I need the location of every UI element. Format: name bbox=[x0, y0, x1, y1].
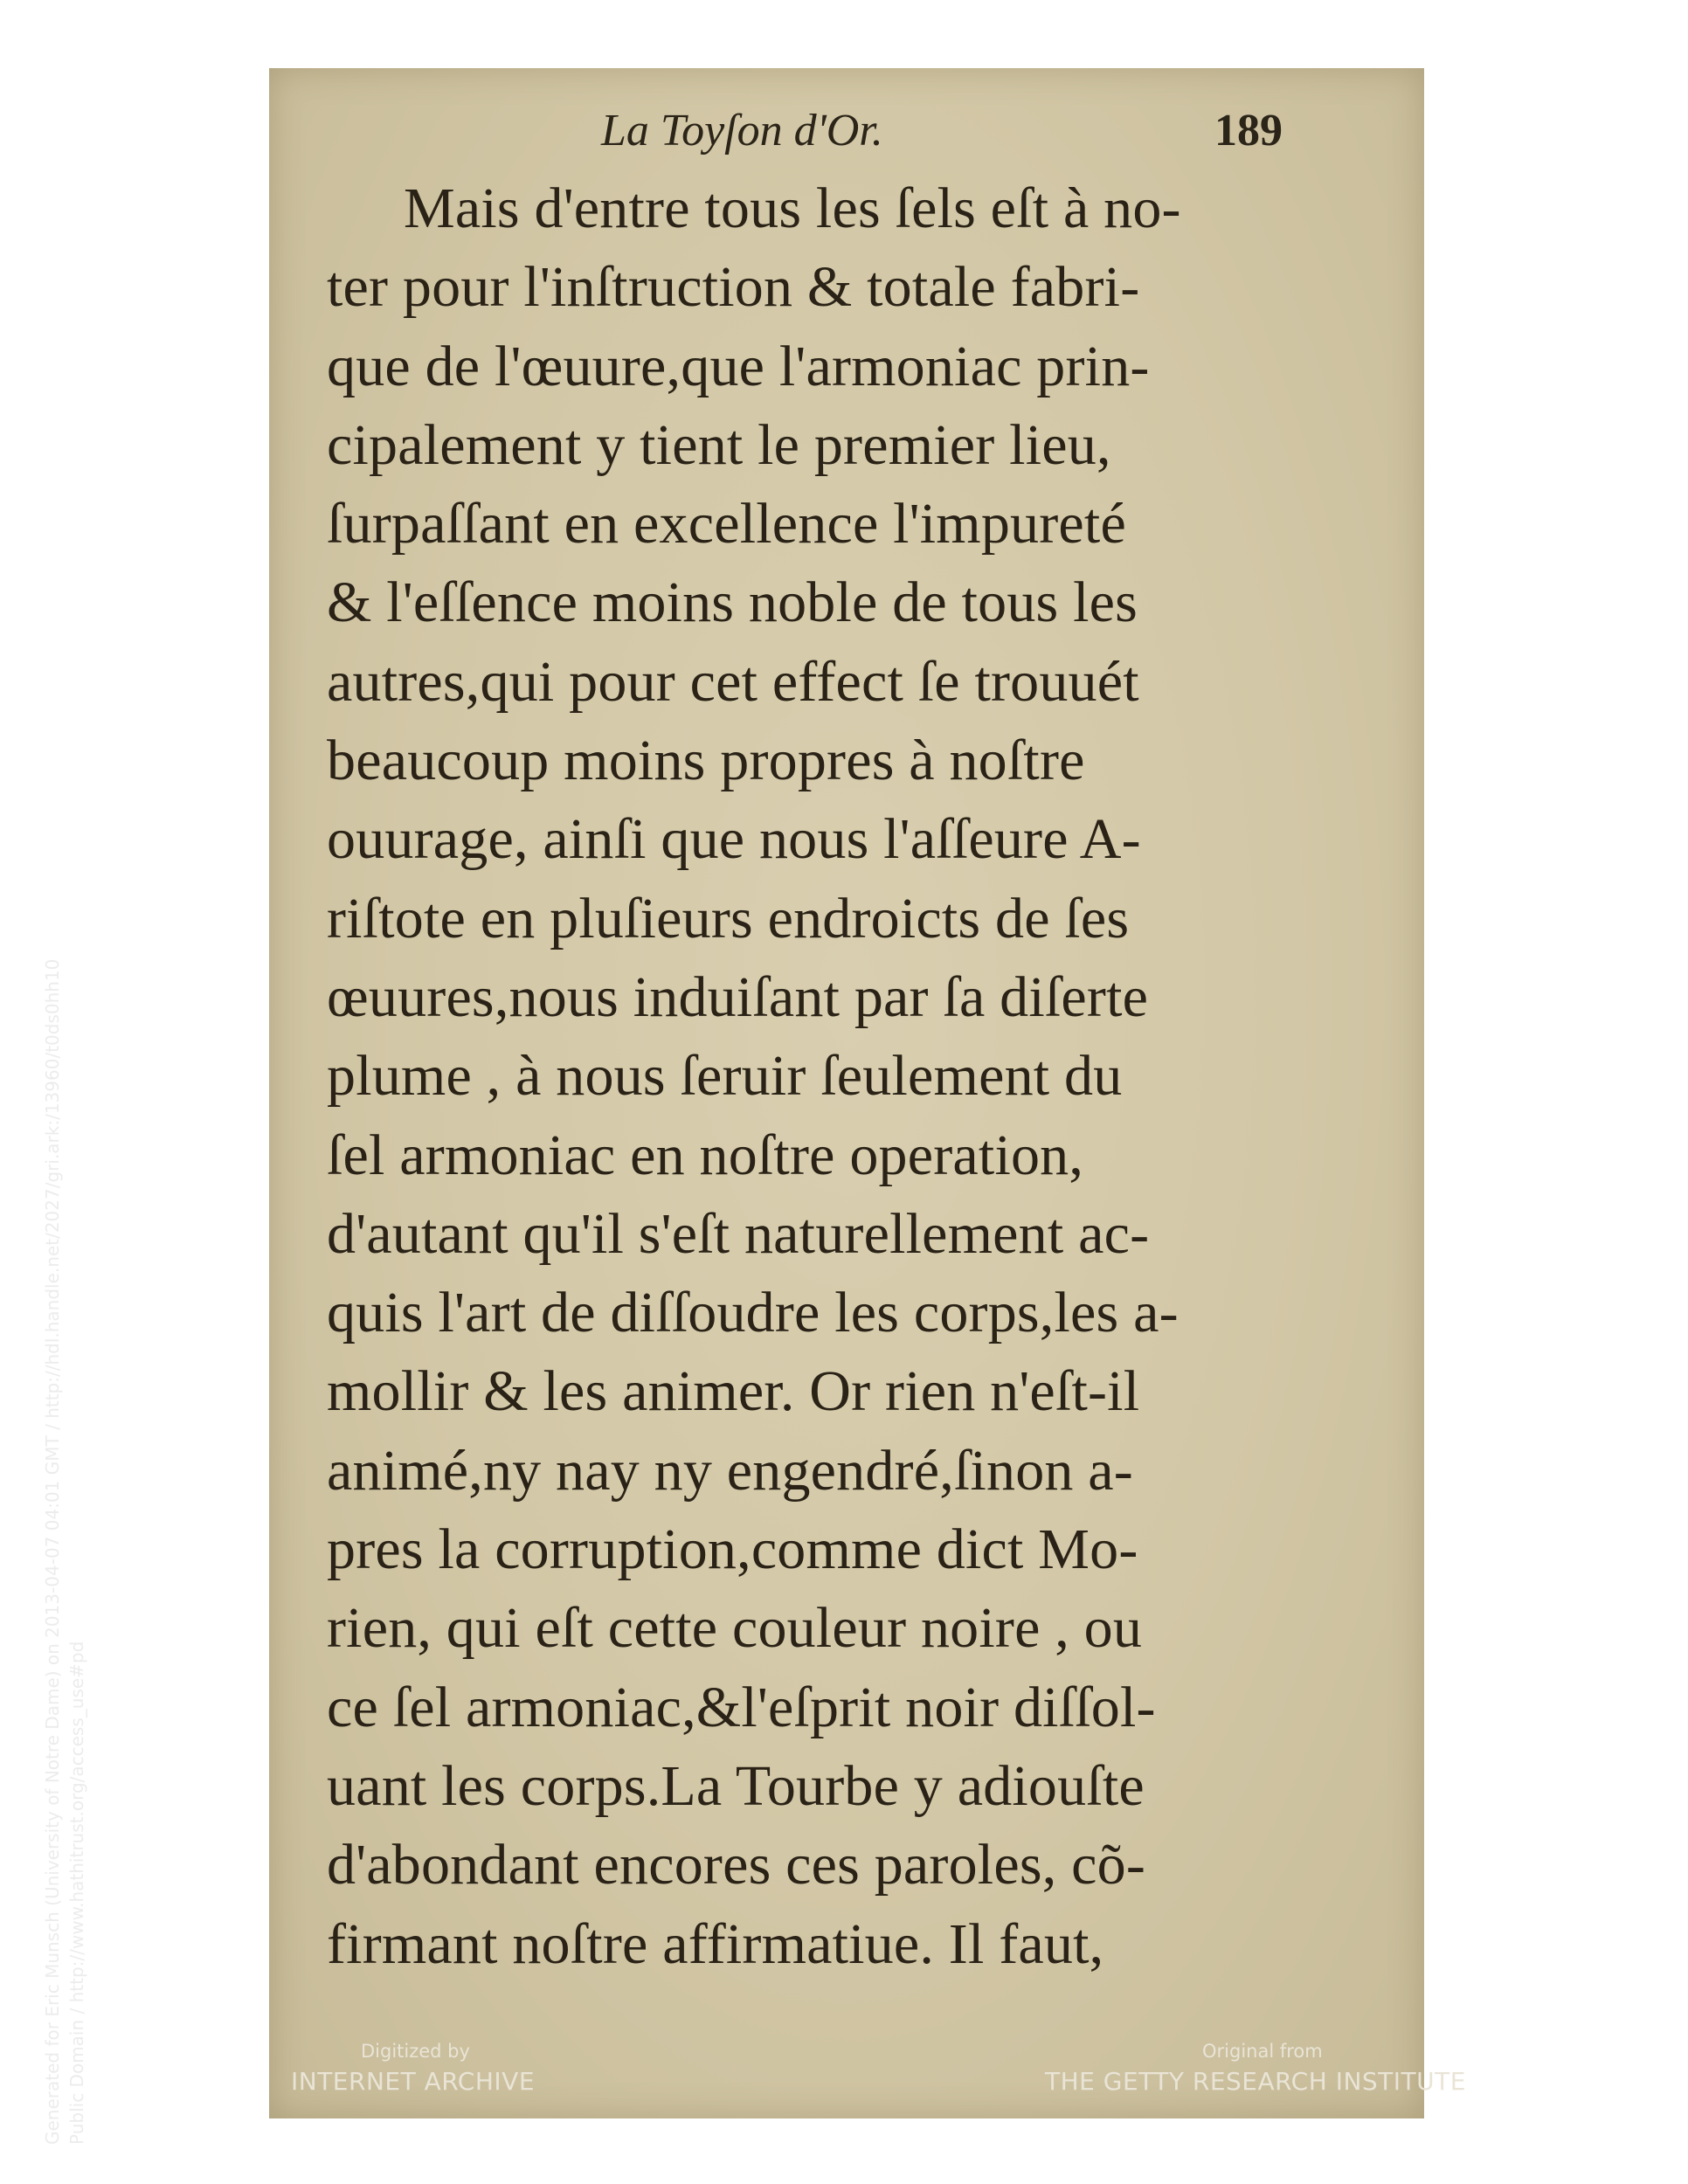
text-line: quis l'art de diſſoudre les corps,les a- bbox=[327, 1281, 1179, 1345]
side-watermark-line-1: Generated for Eric Munsch (University of Notre Dame) on 2013-04-07 04:01 GMT / http://hdl.handle.net/2027/gri.ark:/13960/t0ds0hh10 bbox=[42, 958, 63, 2145]
running-head bbox=[269, 105, 1424, 166]
text-line: mollir & les animer. Or rien n'eſt-il bbox=[327, 1359, 1140, 1424]
text-line: ter pour l'inſtruction & totale fabri- bbox=[327, 255, 1140, 320]
text-line: ſurpaſſant en excellence l'impureté bbox=[327, 492, 1126, 556]
text-line: d'autant qu'il s'eſt naturellement ac- bbox=[327, 1201, 1150, 1266]
text-line: & l'eſſence moins noble de tous les bbox=[327, 570, 1138, 635]
source-institution: THE GETTY RESEARCH INSTITUTE bbox=[1045, 2067, 1466, 2096]
text-line: riſtote en pluſieurs endroicts de ſes bbox=[327, 886, 1130, 950]
text-line: beaucoup moins propres à noſtre bbox=[327, 729, 1085, 793]
text-line: ſel armoniac en noſtre operation, bbox=[327, 1123, 1084, 1187]
text-line: rien, qui eſt cette couleur noire , ou bbox=[327, 1596, 1143, 1661]
digitized-by-label: Digitized by bbox=[361, 2041, 470, 2062]
text-line: œuures,nous induiſant par ſa diſerte bbox=[327, 964, 1149, 1029]
text-line: uant les corps.La Tourbe y adiouſte bbox=[327, 1753, 1145, 1818]
scanned-page bbox=[269, 68, 1466, 2118]
text-line: ce ſel armoniac,&l'eſprit noir diſſol- bbox=[327, 1675, 1156, 1739]
text-line: autres,qui pour cet effect ſe trouuét bbox=[327, 649, 1139, 714]
text-line: plume , à nous ſeruir ſeulement du bbox=[327, 1044, 1123, 1109]
text-line: cipalement y tient le premier lieu, bbox=[327, 412, 1111, 477]
original-from-label: Original from bbox=[1202, 2041, 1323, 2062]
running-head-title: La Toyſon d'Or. bbox=[601, 106, 883, 156]
text-line: pres la corruption,comme dict Mo- bbox=[327, 1517, 1138, 1582]
digitizer-name: INTERNET ARCHIVE bbox=[291, 2067, 536, 2096]
digitization-credits bbox=[269, 2041, 1466, 2111]
page-number: 189 bbox=[1214, 106, 1283, 156]
text-line: firmant noſtre affirmatiue. Il faut, bbox=[327, 1911, 1104, 1976]
body-text bbox=[327, 169, 1375, 1984]
text-line: que de l'œuure,que l'armoniac prin- bbox=[327, 334, 1150, 398]
side-watermark-line-2: Public Domain / http://www.hathitrust.org/access_use#pd bbox=[66, 1641, 87, 2145]
text-line: ouurage, ainſi que nous l'aſſeure A- bbox=[327, 807, 1141, 872]
text-line: Mais d'entre tous les ſels eſt à no- bbox=[404, 176, 1181, 240]
text-line: d'abondant encores ces paroles, cõ- bbox=[327, 1833, 1145, 1897]
text-line: animé,ny nay ny engendré,ſinon a- bbox=[327, 1438, 1133, 1503]
